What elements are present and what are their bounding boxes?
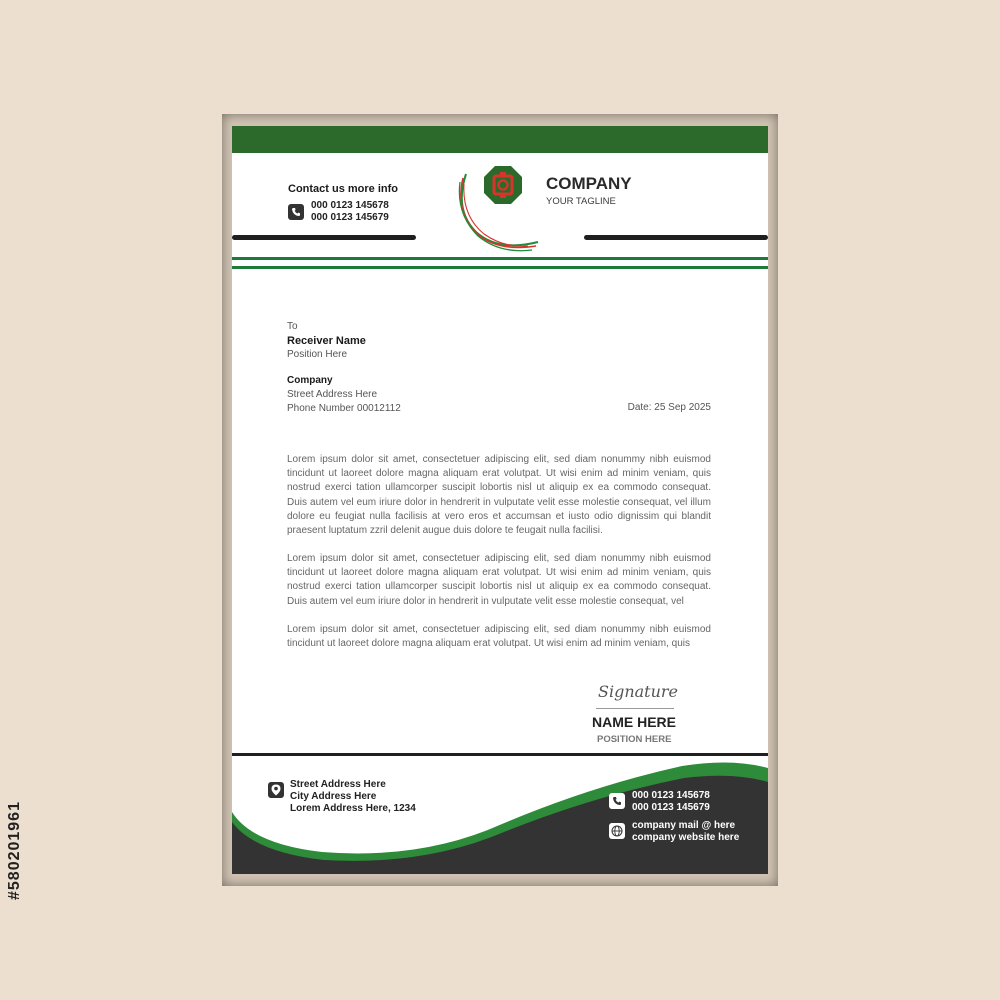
signature-script: Signature xyxy=(598,682,679,701)
top-green-band xyxy=(232,126,768,153)
footer-phones xyxy=(632,790,710,814)
globe-icon xyxy=(609,823,625,839)
phone-icon xyxy=(288,204,304,220)
signer-position: POSITION HERE xyxy=(597,734,672,745)
footer-website: company website here xyxy=(632,832,740,843)
footer-phone-icon xyxy=(609,793,625,809)
footer-mail: company mail @ here xyxy=(632,820,736,831)
header-phone-2: 000 0123 145679 xyxy=(311,212,389,223)
body-paragraph-1: Lorem ipsum dolor sit amet, consectetuer adipiscing elit, sed diam nonummy nibh euismod tincidunt ut laoreet dolore magna aliquam erat volutpat. Ut wisi enim ad minim veniam, quis nostrud exerci tation ullamcorper suscipit lobortis nisl ut aliquip ex ea commodo consequat. Duis autem vel eum iriure dolor in hendrerit in vulputate velit esse molestie consequat, vel illum dolore eu feugiat nulla facilisis at vero eros et accumsan et iusto odio dignissim qui blandit praesent luptatum zzril delenit augue duis dolore te feugait nulla facilisi. xyxy=(287,454,711,537)
recipient-company: Company xyxy=(287,375,333,386)
company-logo xyxy=(454,158,554,254)
receiver-position: Position Here xyxy=(287,349,348,360)
stock-id: #580201961 xyxy=(6,801,23,901)
location-pin-icon xyxy=(268,782,284,798)
signature-line xyxy=(596,708,674,709)
green-rule-2 xyxy=(232,266,768,269)
footer-address-3: Lorem Address Here, 1234 xyxy=(290,803,416,814)
recipient-block xyxy=(287,320,366,362)
letter-date: Date: 25 Sep 2025 xyxy=(627,402,711,413)
body-paragraph-3: Lorem ipsum dolor sit amet, consectetuer adipiscing elit, sed diam nonummy nibh euismod tincidunt ut laoreet dolore magna aliquam erat volutpat. Ut wisi enim ad minim veniam, quis xyxy=(287,624,711,650)
letterhead-page xyxy=(232,126,768,874)
footer-phone-2: 000 0123 145679 xyxy=(632,802,710,813)
green-rule-1 xyxy=(232,257,768,260)
receiver-name: Receiver Name xyxy=(287,335,366,347)
header-phones xyxy=(311,200,389,224)
header-rule-right xyxy=(584,235,768,240)
footer-address-1: Street Address Here xyxy=(290,779,386,790)
header-phone-1: 000 0123 145678 xyxy=(311,200,389,211)
company-name: COMPANY xyxy=(546,174,632,193)
recipient-company-block xyxy=(287,374,401,416)
footer-address xyxy=(290,779,416,815)
to-label: To xyxy=(287,321,298,332)
body-paragraph-2: Lorem ipsum dolor sit amet, consectetuer adipiscing elit, sed diam nonummy nibh euismod tincidunt ut laoreet dolore magna aliquam erat volutpat. Ut wisi enim ad minim veniam, quis nostrud exerci tation ullamcorper suscipit lobortis nisl ut aliquip ex ea commodo consequat. Duis autem vel eum iriure dolor in hendrerit in vulputate velit esse molestie consequat, vel xyxy=(287,553,711,607)
recipient-phone: Phone Number 00012112 xyxy=(287,403,401,414)
recipient-street: Street Address Here xyxy=(287,389,378,400)
footer-address-2: City Address Here xyxy=(290,791,377,802)
company-tagline: YOUR TAGLINE xyxy=(546,196,616,207)
footer-web xyxy=(632,820,739,844)
header-rule-left xyxy=(232,235,416,240)
contact-heading: Contact us more info xyxy=(288,183,399,195)
footer-phone-1: 000 0123 145678 xyxy=(632,790,710,801)
signer-name: NAME HERE xyxy=(592,714,677,730)
